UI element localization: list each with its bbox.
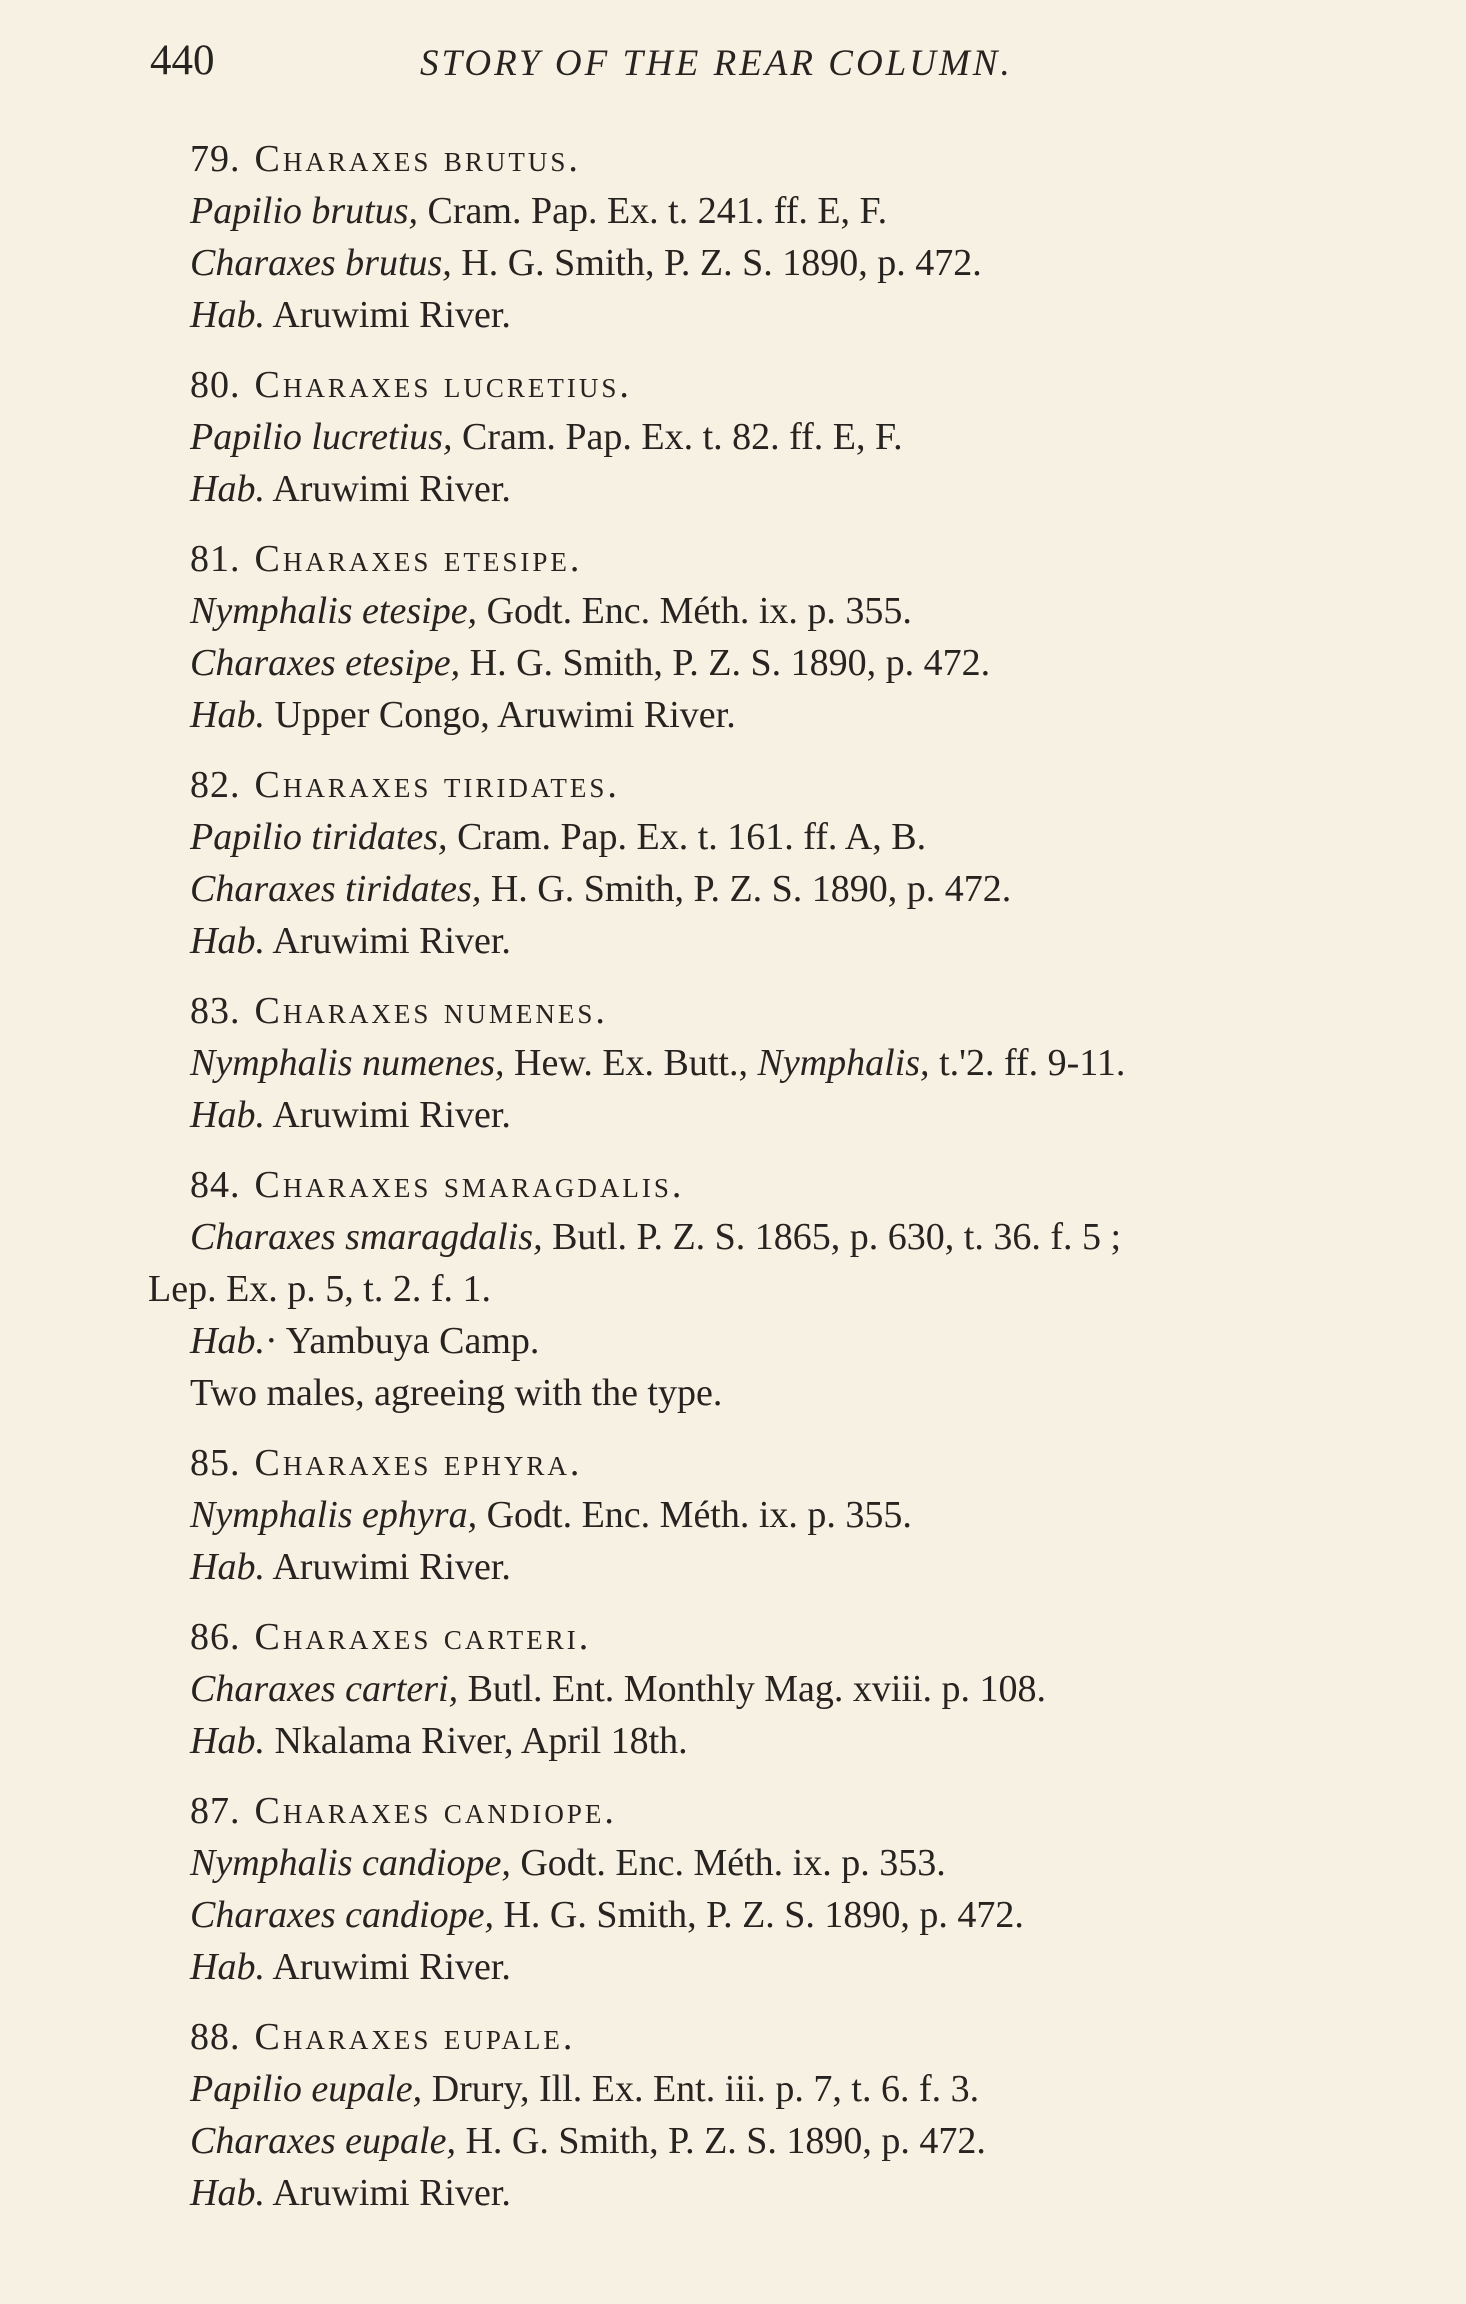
citation-text: Nkalama River, April 18th. [264, 1720, 688, 1762]
species-number: 88. [190, 2016, 241, 2058]
species-name: Charaxes smaragdalis. [254, 1164, 685, 1206]
species-number: 83. [190, 990, 241, 1032]
italic-name: Nymphalis numenes, [190, 1042, 505, 1084]
citation-line [190, 2115, 1350, 2167]
citation-text: Butl. P. Z. S. 1865, p. 630, t. 36. f. 5 ; [542, 1216, 1122, 1258]
citation-line [190, 1941, 1350, 1993]
italic-name: Papilio brutus, [190, 190, 419, 232]
italic-name: Nymphalis, [748, 1042, 930, 1084]
italic-name: Hab. [190, 1720, 265, 1762]
citation-text: H. G. Smith, P. Z. S. 1890, p. 472. [481, 868, 1012, 910]
italic-name: Charaxes tiridates, [190, 868, 482, 910]
citation-line [190, 915, 1350, 967]
italic-name: Charaxes etesipe, [190, 642, 461, 684]
species-name: Charaxes tiridates. [254, 764, 620, 806]
citation-text: Godt. Enc. Méth. ix. p. 353. [510, 1842, 946, 1884]
citation-text: Aruwimi River. [264, 1094, 511, 1136]
citation-text: Cram. Pap. Ex. t. 241. ff. E, F. [418, 190, 888, 232]
species-name: Charaxes lucretius. [254, 364, 632, 406]
citation-line [190, 1715, 1350, 1767]
species-name: Charaxes ephyra. [254, 1442, 583, 1484]
italic-name: Hab. [190, 2172, 265, 2214]
species-list [148, 133, 1350, 2237]
citation-line [190, 1211, 1350, 1263]
species-name: Charaxes eupale. [254, 2016, 576, 2058]
citation-line [190, 1489, 1350, 1541]
citation-line [190, 2167, 1350, 2219]
citation-line [190, 1367, 1350, 1419]
citation-line [190, 1037, 1350, 1089]
citation-line [148, 1263, 1350, 1315]
citation-text: Godt. Enc. Méth. ix. p. 355. [477, 590, 912, 632]
italic-name: Papilio lucretius, [190, 416, 453, 458]
citation-line [190, 185, 1350, 237]
citation-text: Butl. Ent. Monthly Mag. xviii. p. 108. [458, 1668, 1047, 1710]
running-title: STORY OF THE REAR COLUMN. [420, 43, 1013, 84]
citation-text: t.'2. ff. 9-11. [929, 1042, 1126, 1084]
species-name: Charaxes etesipe. [254, 538, 583, 580]
citation-line [190, 463, 1350, 515]
citation-line [190, 1663, 1350, 1715]
species-entry [190, 2011, 1350, 2219]
citation-text: Two males, agreeing with the type. [190, 1372, 723, 1414]
species-number: 81. [190, 538, 241, 580]
species-heading [190, 133, 1350, 185]
species-number: 85. [190, 1442, 241, 1484]
italic-name: Hab. [190, 920, 265, 962]
citation-line [190, 411, 1350, 463]
species-heading [190, 1611, 1350, 1663]
italic-name: Hab. [190, 694, 265, 736]
citation-text: H. G. Smith, P. Z. S. 1890, p. 472. [451, 242, 982, 284]
citation-line [190, 585, 1350, 637]
species-entry [190, 1785, 1350, 1993]
citation-text: H. G. Smith, P. Z. S. 1890, p. 472. [493, 1894, 1024, 1936]
citation-text: Lep. Ex. p. 5, t. 2. f. 1. [148, 1268, 492, 1310]
italic-name: Hab. [190, 1320, 265, 1362]
italic-name: Hab. [190, 468, 265, 510]
citation-line [190, 637, 1350, 689]
page-number: 440 [150, 37, 215, 84]
italic-name: Charaxes carteri, [190, 1668, 459, 1710]
citation-text: Hew. Ex. Butt., [504, 1042, 748, 1084]
citation-text: Aruwimi River. [264, 294, 511, 336]
species-number: 87. [190, 1790, 241, 1832]
italic-name: Nymphalis candiope, [190, 1842, 511, 1884]
italic-name: Charaxes candiope, [190, 1894, 494, 1936]
italic-name: Nymphalis etesipe, [190, 590, 478, 632]
species-entry [190, 1437, 1350, 1593]
citation-text: · Yambuya Camp. [264, 1320, 540, 1362]
citation-text: Upper Congo, Aruwimi River. [264, 694, 736, 736]
citation-line [190, 863, 1350, 915]
species-name: Charaxes candiope. [254, 1790, 617, 1832]
species-heading [190, 2011, 1350, 2063]
italic-name: Nymphalis ephyra, [190, 1494, 478, 1536]
italic-name: Papilio tiridates, [190, 816, 448, 858]
citation-line [190, 237, 1350, 289]
citation-text: Cram. Pap. Ex. t. 82. ff. E, F. [452, 416, 903, 458]
italic-name: Hab. [190, 1546, 265, 1588]
species-entry [190, 533, 1350, 741]
citation-text: H. G. Smith, P. Z. S. 1890, p. 472. [455, 2120, 986, 2162]
page-header [0, 0, 1466, 120]
citation-line [190, 689, 1350, 741]
species-heading [190, 985, 1350, 1037]
citation-line [190, 811, 1350, 863]
italic-name: Charaxes smaragdalis, [190, 1216, 543, 1258]
species-entry [190, 759, 1350, 967]
species-number: 86. [190, 1616, 241, 1658]
species-entry [190, 985, 1350, 1141]
citation-line [190, 1541, 1350, 1593]
species-heading [190, 759, 1350, 811]
citation-text: Aruwimi River. [264, 1946, 511, 1988]
species-name: Charaxes numenes. [254, 990, 608, 1032]
species-heading [190, 1437, 1350, 1489]
species-entry [190, 133, 1350, 341]
italic-name: Hab. [190, 1094, 265, 1136]
species-heading [190, 1159, 1350, 1211]
citation-line [190, 2063, 1350, 2115]
citation-text: Aruwimi River. [264, 920, 511, 962]
italic-name: Charaxes eupale, [190, 2120, 456, 2162]
species-number: 84. [190, 1164, 241, 1206]
italic-name: Papilio eupale, [190, 2068, 423, 2110]
citation-line [190, 1889, 1350, 1941]
citation-text: Aruwimi River. [264, 468, 511, 510]
citation-text: Drury, Ill. Ex. Ent. iii. p. 7, t. 6. f. 3. [422, 2068, 980, 2110]
species-entry [190, 1611, 1350, 1767]
italic-name: Hab. [190, 294, 265, 336]
citation-text: Aruwimi River. [264, 1546, 511, 1588]
citation-text: H. G. Smith, P. Z. S. 1890, p. 472. [460, 642, 991, 684]
species-number: 79. [190, 138, 241, 180]
species-heading [190, 359, 1350, 411]
citation-text: Aruwimi River. [264, 2172, 511, 2214]
italic-name: Charaxes brutus, [190, 242, 452, 284]
citation-line [190, 1089, 1350, 1141]
italic-name: Hab. [190, 1946, 265, 1988]
species-heading [190, 533, 1350, 585]
species-entry [148, 1159, 1350, 1419]
citation-text: Godt. Enc. Méth. ix. p. 355. [477, 1494, 912, 1536]
citation-line [190, 1837, 1350, 1889]
citation-text: Cram. Pap. Ex. t. 161. ff. A, B. [447, 816, 927, 858]
species-heading [190, 1785, 1350, 1837]
species-number: 82. [190, 764, 241, 806]
species-entry [190, 359, 1350, 515]
citation-line [190, 289, 1350, 341]
citation-line [190, 1315, 1350, 1367]
species-name: Charaxes carteri. [254, 1616, 592, 1658]
species-name: Charaxes brutus. [254, 138, 581, 180]
species-number: 80. [190, 364, 241, 406]
